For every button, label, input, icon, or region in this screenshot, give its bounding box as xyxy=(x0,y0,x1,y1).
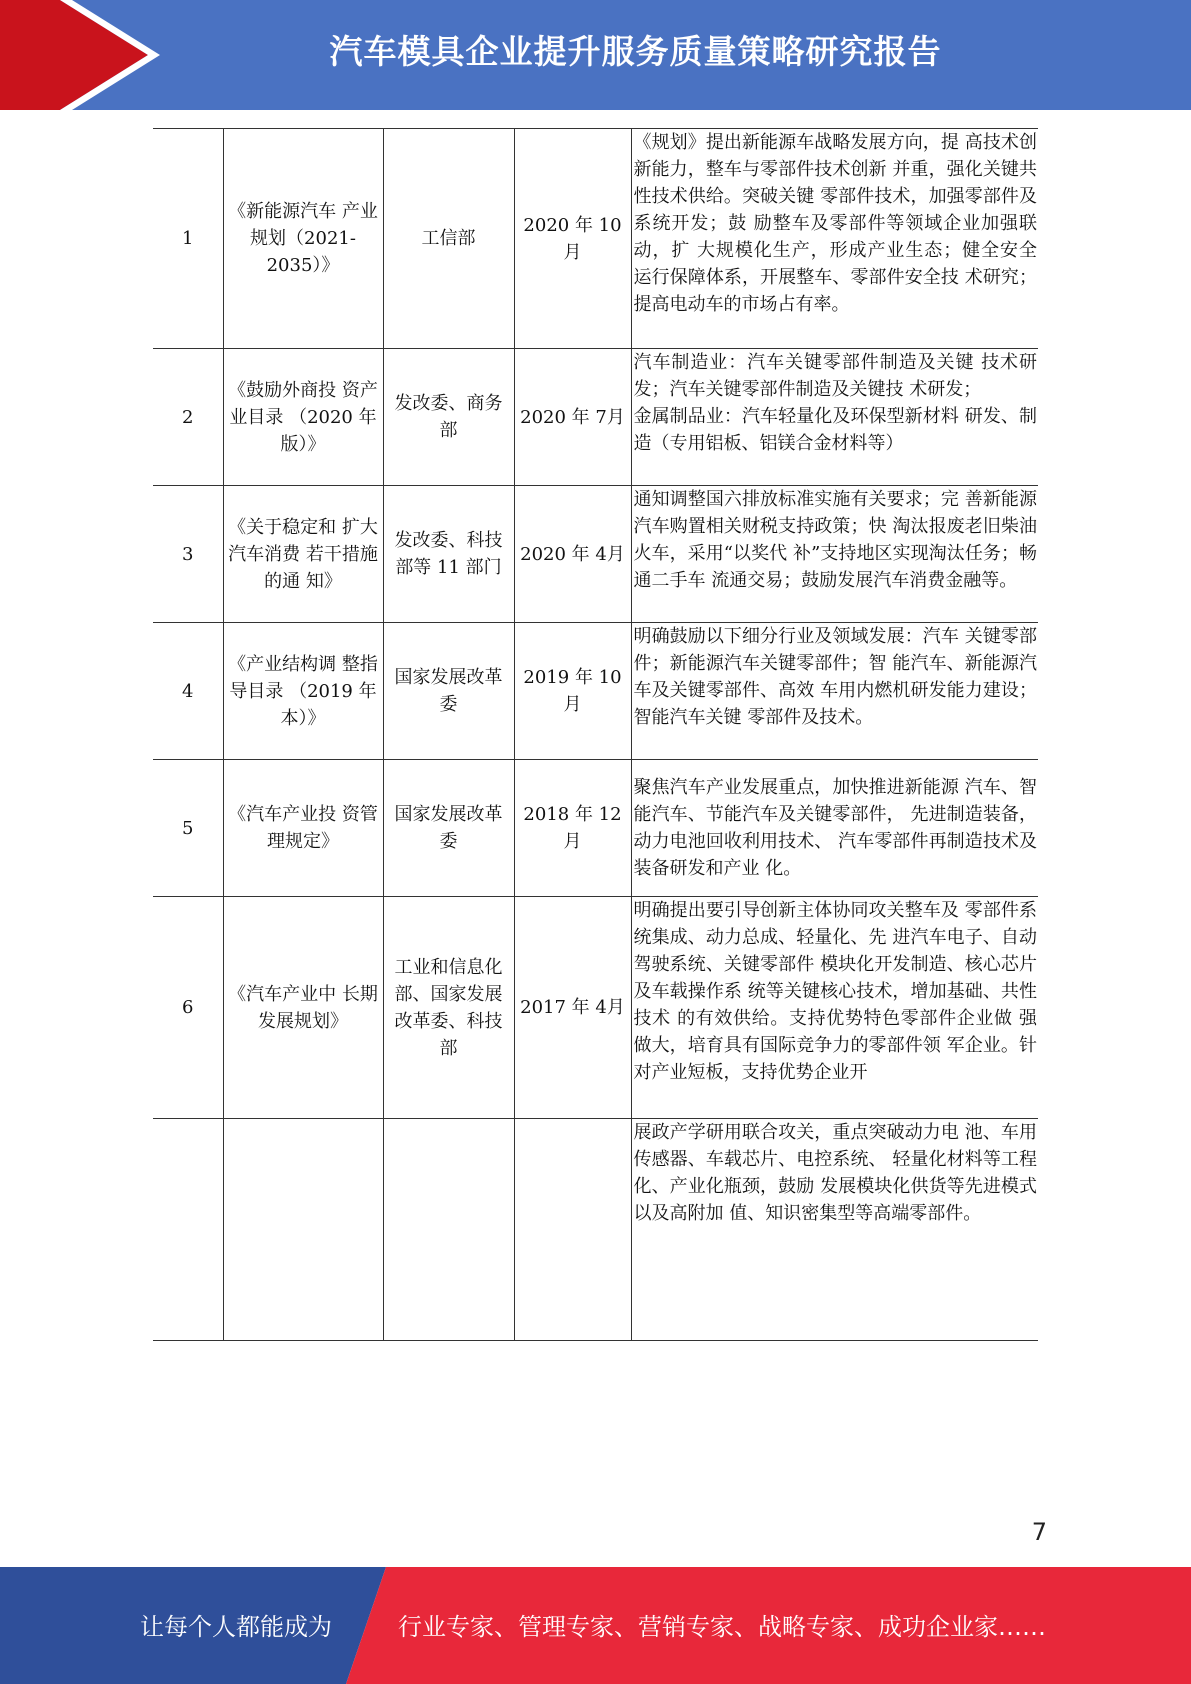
issue-date xyxy=(514,1119,631,1341)
page-footer xyxy=(0,1567,1191,1684)
chevron-arrow-icon xyxy=(0,0,160,110)
policy-name: 《汽车产业中 长期发展规划》 xyxy=(223,897,383,1119)
policy-content: 展政产学研用联合攻关，重点突破动力电 池、车用传感器、车载芯片、电控系统、 轻量化材料等工程化、产业化瓶颈，鼓励 发展模块化供货等先进模式以及高附加 值、知识密集型等高端零部件。 xyxy=(631,1119,1038,1341)
issuing-department: 国家发展改革委 xyxy=(383,760,514,897)
policy-name: 《汽车产业投 资管理规定》 xyxy=(223,760,383,897)
policy-name: 《产业结构调 整指导目录 （2019 年本）》 xyxy=(223,623,383,760)
table-row xyxy=(153,760,1038,897)
policy-content: 明确提出要引导创新主体协同攻关整车及 零部件系统集成、动力总成、轻量化、先 进汽车电子、自动驾驶系统、关键零部件 模块化开发制造、核心芯片及车载操作系 统等关键核心技术，增加基础、共性技术 的有效供给。支持优势特色零部件企业做 强做大，培育具有国际竞争力的零部件领 军企业。针对产业短板，支持优势企业开 xyxy=(631,897,1038,1119)
page-number: 7 xyxy=(1031,1518,1047,1546)
policy-content: 《规划》提出新能源车战略发展方向，提 高技术创新能力，整车与零部件技术创新 并重，强化关键共性技术供给。突破关键 零部件技术，加强零部件及系统开发；鼓 励整车及零部件等领域企业加强联动，扩 大规模化生产，形成产业生态；健全安全 运行保障体系，开展整车、零部件安全技 术研究；提高电动车的市场占有率。 xyxy=(631,129,1038,349)
issuing-department: 工业和信息化部、国家发展改革委、科技部 xyxy=(383,897,514,1119)
issuing-department xyxy=(383,1119,514,1341)
table-row xyxy=(153,1119,1038,1341)
issuing-department: 国家发展改革委 xyxy=(383,623,514,760)
issue-date: 2019 年 10月 xyxy=(514,623,631,760)
row-number: 6 xyxy=(153,897,223,1119)
policy-name: 《新能源汽车 产业规划（2021-2035）》 xyxy=(223,129,383,349)
policy-table xyxy=(153,128,1038,1341)
report-title: 汽车模具企业提升服务质量策略研究报告 xyxy=(329,32,942,71)
policy-content: 汽车制造业：汽车关键零部件制造及关键 技术研发；汽车关键零部件制造及关键技 术研发； 金属制品业：汽车轻量化及环保型新材料 研发、制造（专用铝板、铝镁合金材料等） xyxy=(631,349,1038,486)
row-number: 1 xyxy=(153,129,223,349)
issuing-department: 工信部 xyxy=(383,129,514,349)
table-row xyxy=(153,129,1038,349)
page-header xyxy=(0,0,1191,110)
issue-date: 2020 年 4月 xyxy=(514,486,631,623)
policy-content: 通知调整国六排放标准实施有关要求；完 善新能源汽车购置相关财税支持政策；快 淘汰报废老旧柴油火车，采用“以奖代 补”支持地区实现淘汰任务；畅通二手车 流通交易；鼓励发展汽车消费金融等。 xyxy=(631,486,1038,623)
footer-slogan-left: 让每个人都能成为 xyxy=(140,1613,332,1641)
policy-name xyxy=(223,1119,383,1341)
row-number: 4 xyxy=(153,623,223,760)
issue-date: 2018 年 12月 xyxy=(514,760,631,897)
issuing-department: 发改委、科技部等 11 部门 xyxy=(383,486,514,623)
issuing-department: 发改委、商务部 xyxy=(383,349,514,486)
policy-content: 聚焦汽车产业发展重点，加快推进新能源 汽车、智能汽车、节能汽车及关键零部件， 先进制造装备，动力电池回收利用技术、 汽车零部件再制造技术及装备研发和产业 化。 xyxy=(631,760,1038,897)
issue-date: 2020 年 7月 xyxy=(514,349,631,486)
policy-name: 《关于稳定和 扩大汽车消费 若干措施的通 知》 xyxy=(223,486,383,623)
table-row xyxy=(153,349,1038,486)
row-number: 5 xyxy=(153,760,223,897)
row-number xyxy=(153,1119,223,1341)
table-row xyxy=(153,486,1038,623)
policy-content: 明确鼓励以下细分行业及领域发展：汽车 关键零部件；新能源汽车关键零部件；智 能汽车、新能源汽车及关键零部件、高效 车用内燃机研发能力建设；智能汽车关键 零部件及技术。 xyxy=(631,623,1038,760)
issue-date: 2017 年 4月 xyxy=(514,897,631,1119)
policy-name: 《鼓励外商投 资产业目录 （2020 年版）》 xyxy=(223,349,383,486)
row-number: 2 xyxy=(153,349,223,486)
issue-date: 2020 年 10月 xyxy=(514,129,631,349)
table-row xyxy=(153,897,1038,1119)
table-row xyxy=(153,623,1038,760)
footer-slogan-right: 行业专家、管理专家、营销专家、战略专家、成功企业家…… xyxy=(398,1613,1046,1641)
row-number: 3 xyxy=(153,486,223,623)
